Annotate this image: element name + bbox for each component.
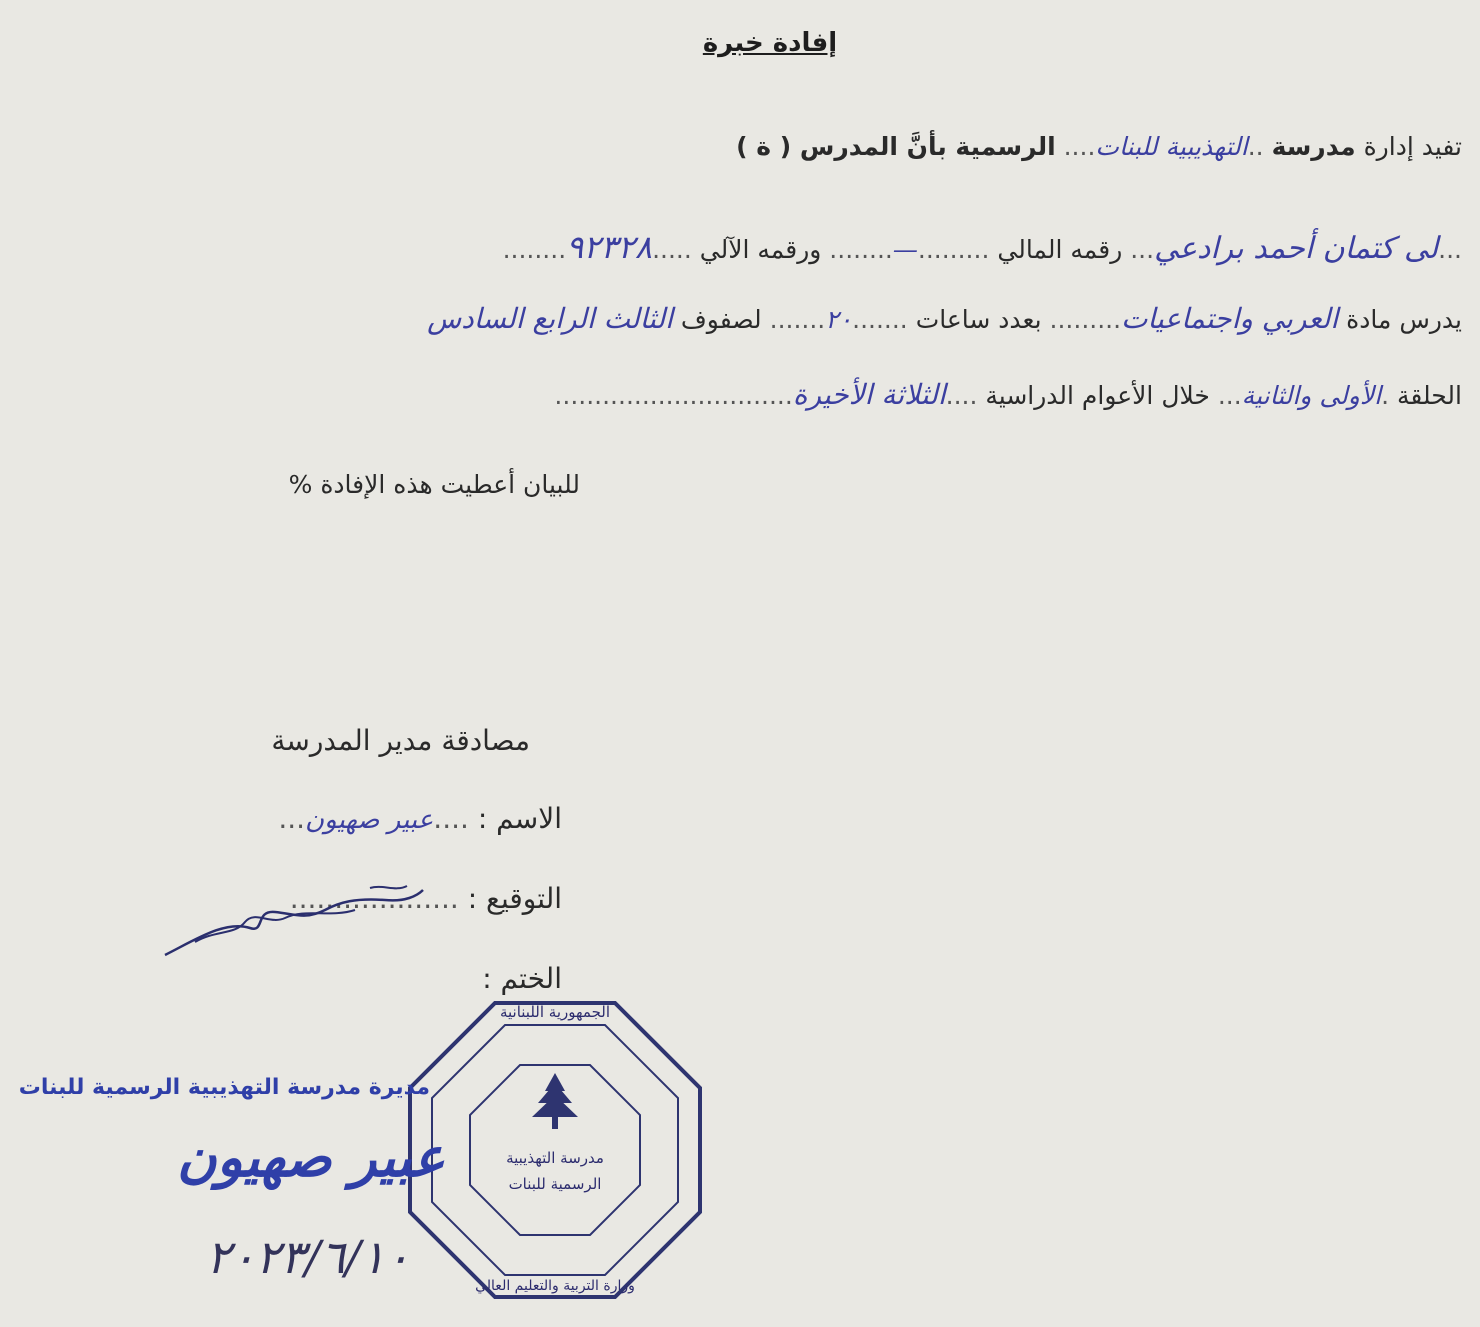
finance-number-value: — — [892, 235, 918, 264]
stamp-outer-top: الجمهورية اللبنانية — [499, 1003, 611, 1021]
name-label: الاسم : — [477, 802, 562, 835]
cycle-label: الحلقة — [1396, 381, 1462, 410]
signature-date: ٢٠٢٣/٦/١٠ — [206, 1230, 410, 1284]
director-handwritten-name: عبير صهيون — [177, 1125, 445, 1189]
closing-statement: للبيان أعطيت هذه الإفادة % — [288, 470, 580, 499]
grades-label: لصفوف — [680, 305, 762, 334]
auto-number-label: ورقمه الآلي — [699, 235, 822, 264]
stamp-row — [482, 962, 562, 995]
hours-value: ٢٠ — [825, 305, 853, 334]
stamp-inner-line1: مدرسة التهذيبية — [506, 1149, 604, 1167]
teacher-name-value: لى كتمان أحمد برادعي — [1154, 231, 1439, 266]
line-teacher: ...لى كتمان أحمد برادعي... رقمه المالي .........—........ ورقمه الآلي .....٩٢٣٢٨........ — [502, 228, 1462, 266]
line-cycle: الحلقة .الأولى والثانية... خلال الأعوام الدراسية ....الثلاثة الأخيرة.............................. — [554, 378, 1462, 411]
document-title: إفادة خبرة — [702, 28, 838, 58]
school-name-value: التهذيبية للبنات — [1095, 132, 1248, 161]
signature-label: التوقيع : — [467, 882, 562, 915]
hours-label: بعدد ساعات — [915, 305, 1042, 334]
handwritten-signature — [155, 880, 425, 970]
signature-row: التوقيع : ................... — [289, 882, 562, 915]
auto-number-value: ٩٢٣٢٨ — [566, 228, 653, 266]
director-title: مديرة مدرسة التهذيبية الرسمية للبنات — [18, 1075, 430, 1100]
line1-prefix: تفيد إدارة — [1355, 132, 1462, 161]
line1-suffix: الرسمية بأنَّ المدرس ( ة ) — [736, 132, 1056, 161]
years-label: خلال الأعوام الدراسية — [985, 381, 1210, 410]
stamp-outer-bottom: وزارة التربية والتعليم العالي — [475, 1278, 635, 1294]
cycle-value: الأولى والثانية — [1241, 381, 1382, 410]
years-value: الثلاثة الأخيرة — [792, 378, 946, 411]
stamp-inner-line2: الرسمية للبنات — [508, 1175, 602, 1193]
line-school: تفيد إدارة مدرسة ..التهذيبية للبنات.... الرسمية بأنَّ المدرس ( ة ) — [736, 132, 1462, 161]
stamp-label: الختم : — [482, 962, 562, 995]
subject-value: العربي واجتماعيات — [1121, 302, 1339, 335]
approval-heading: مصادقة مدير المدرسة — [271, 724, 530, 757]
grades-value: الثالث الرابع السادس — [427, 302, 673, 335]
director-name-row: الاسم : ....عبير صهيون... — [278, 802, 562, 835]
finance-number-label: رقمه المالي — [997, 235, 1123, 264]
subject-label: يدرس مادة — [1346, 305, 1462, 334]
official-stamp-seal — [400, 995, 710, 1305]
director-name-field: عبير صهيون — [305, 805, 434, 835]
school-label: مدرسة — [1271, 132, 1356, 161]
line-subject: يدرس مادة العربي واجتماعيات......... بعدد ساعات .......٢٠....... لصفوف الثالث الرابع السادس — [427, 302, 1462, 335]
